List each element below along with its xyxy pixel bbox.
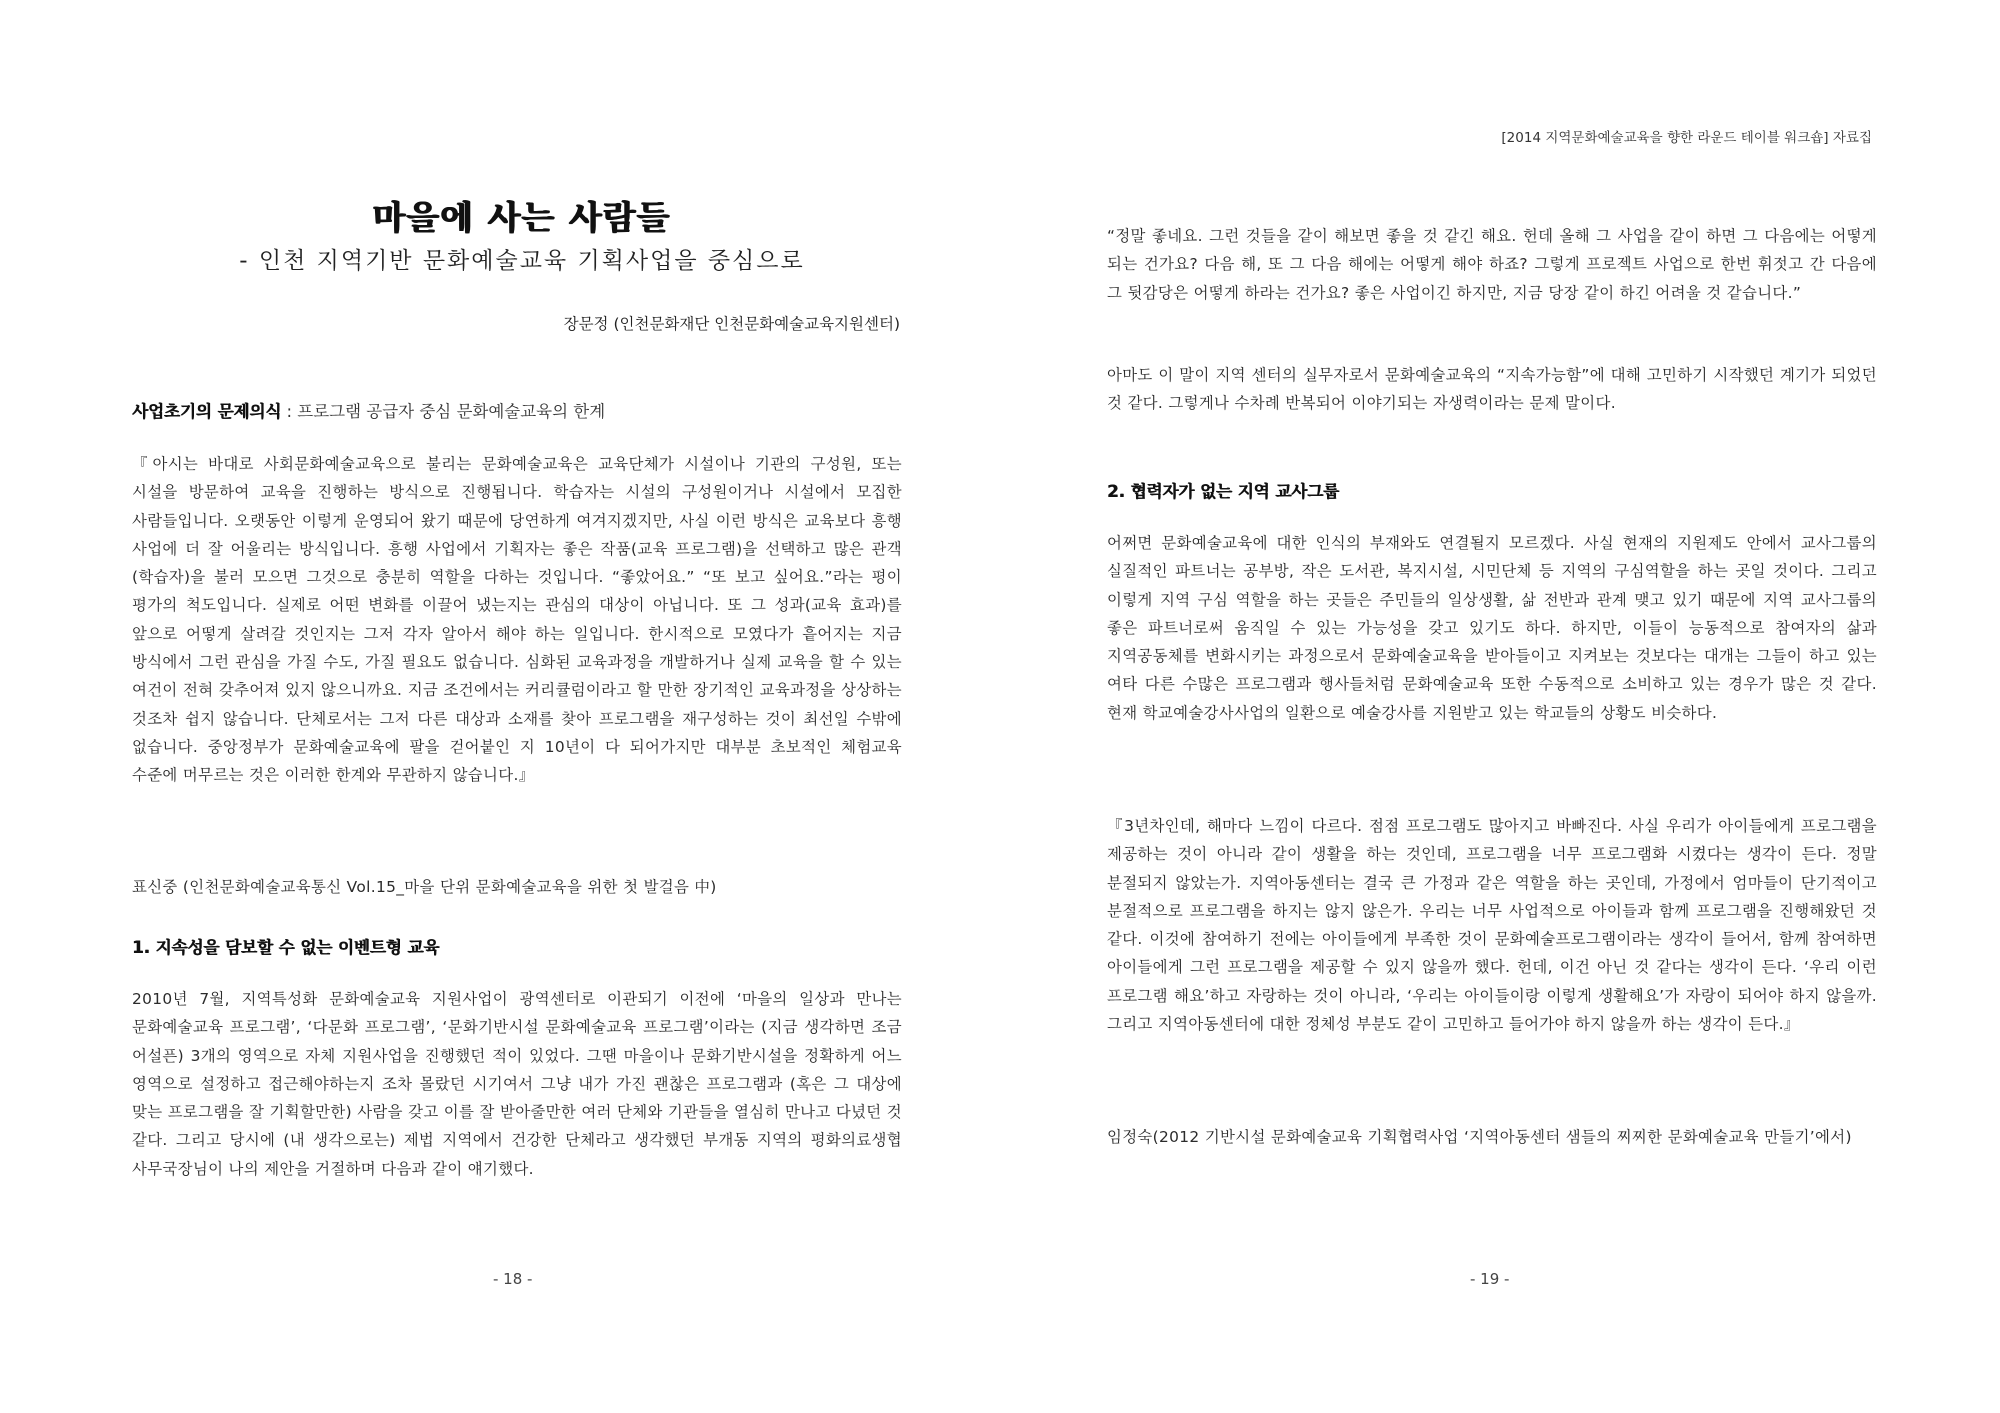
article-title: 마을에 사는 사람들 [372, 198, 671, 237]
quote-paragraph-2: “정말 좋네요. 그런 것들을 같이 해보면 좋을 것 같긴 해요. 헌데 올해 그 사업을 같이 하면 그 다음에는 어떻게 되는 건가요? 다음 해, 또 그 다음 해에는 어떻게 해야 하죠? 그렇게 프로젝트 사업으로 한번 휘젓고 간 다음에 그 뒷감당은 어떻게 하라는 건가요? 좋은 사업이긴 하지만, 지금 당장 같이 하긴 어려울 것 같습니다.” [1107, 227, 1877, 302]
page-number-left: - 18 - [493, 1270, 533, 1288]
author-line: 장문정 (인천문화재단 인천문화예술교육지원센터) [563, 315, 900, 333]
body-paragraph-1: 2010년 7월, 지역특성화 문화예술교육 지원사업이 광역센터로 이관되기 이전에 ‘마을의 일상과 만나는 문화예술교육 프로그램’, ‘다문화 프로그램’, ‘문화기반시설 문화예술교육 프로그램’이라는 (지금 생각하면 조금 어설픈) 3개의 영역으로 자체 지원사업을 진행했던 적이 있었다. 그땐 마을이나 문화기반시설을 정확하게 어느 영역으로 설정하고 접근해야하는지 조차 몰랐던 시기여서 그냥 내가 가진 괜찮은 프로그램과 (혹은 그 대상에 맞는 프로그램을 잘 기획할만한) 사람을 갖고 이를 잘 받아줄만한 여러 단체와 기관들을 열심히 만나고 다녔던 것 같다. 그리고 당시에 (내 생각으로는) 제법 지역에서 건강한 단체라고 생각했던 부개동 지역의 평화의료생협 사무국장님이 나의 제안을 거절하며 다음과 같이 얘기했다. [132, 990, 902, 1178]
section-heading-rest: : 프로그램 공급자 중심 문화예술교육의 한계 [281, 402, 606, 421]
right-page [1000, 0, 2000, 1413]
citation-1: 표신중 (인천문화예술교육통신 Vol.15_마을 단위 문화예술교육을 위한 첫 발걸음 中) [132, 878, 717, 896]
section-heading-1: 1. 지속성을 담보할 수 없는 이벤트형 교육 [132, 938, 440, 957]
section-heading-2: 2. 협력자가 없는 지역 교사그룹 [1107, 482, 1339, 501]
page-number-right: - 19 - [1470, 1270, 1510, 1288]
section-heading-bold: 사업초기의 문제의식 [132, 402, 282, 421]
section-heading-intro [132, 398, 605, 422]
quote-paragraph-1: 『아시는 바대로 사회문화예술교육으로 불리는 문화예술교육은 교육단체가 시설이나 기관의 구성원, 또는 시설을 방문하여 교육을 진행하는 방식으로 진행됩니다. 학습자는 시설의 구성원이거나 시설에서 모집한 사람들입니다. 오랫동안 이렇게 운영되어 왔기 때문에 당연하게 여겨지겠지만, 사실 이런 방식은 교육보다 흥행 사업에 더 잘 어울리는 방식입니다. 흥행 사업에서 기획자는 좋은 작품(교육 프로그램)을 선택하고 많은 관객(학습자)을 불러 모으면 그것으로 충분히 역할을 다하는 것입니다. “좋았어요.” “또 보고 싶어요.”라는 평이 평가의 척도입니다. 실제로 어떤 변화를 이끌어 냈는지는 관심의 대상이 아닙니다. 또 그 성과(교육 효과)를 앞으로 어떻게 살려갈 것인지는 그저 각자 알아서 해야 하는 일입니다. 한시적으로 모였다가 흩어지는 지금 방식에서 그런 관심을 가질 수도, 가질 필요도 없습니다. 심화된 교육과정을 개발하거나 실제 교육을 할 수 있는 여건이 전혀 갖추어져 있지 않으니까요. 지금 조건에서는 커리큘럼이라고 할 만한 장기적인 교육과정을 상상하는 것조차 쉽지 않습니다. 단체로서는 그저 다른 대상과 소재를 찾아 프로그램을 재구성하는 것이 최선일 수밖에 없습니다. 중앙정부가 문화예술교육에 팔을 걷어붙인 지 10년이 다 되어가지만 대부분 초보적인 체험교육 수준에 머무르는 것은 이러한 한계와 무관하지 않습니다.』 [132, 455, 902, 785]
citation-2: 임정숙(2012 기반시설 문화예술교육 기획협력사업 ‘지역아동센터 샘들의 찌찌한 문화예술교육 만들기’에서) [1107, 1128, 1852, 1146]
body-paragraph-3: 어쩌면 문화예술교육에 대한 인식의 부재와도 연결될지 모르겠다. 사실 현재의 지원제도 안에서 교사그룹의 실질적인 파트너는 공부방, 작은 도서관, 복지시설, 시민단체 등 지역의 구심역할을 하는 곳일 것이다. 그리고 이렇게 지역 구심 역할을 하는 곳들은 주민들의 일상생활, 삶 전반과 관계 맺고 있기 때문에 지역 교사그룹의 좋은 파트너로써 움직일 수 있는 가능성을 갖고 있기도 하다. 하지만, 이들이 능동적으로 참여자의 삶과 지역공동체를 변화시키는 과정으로서 문화예술교육을 받아들이고 지켜보는 것보다는 대개는 그들이 하고 있는 여타 다른 수많은 프로그램과 행사들처럼 문화예술교육 또한 수동적으로 소비하고 있는 경우가 많은 것 같다. 현재 학교예술강사사업의 일환으로 예술강사를 지원받고 있는 학교들의 상황도 비슷하다. [1107, 534, 1877, 722]
body-paragraph-2: 아마도 이 말이 지역 센터의 실무자로서 문화예술교육의 “지속가능함”에 대해 고민하기 시작했던 계기가 되었던 것 같다. 그렇게나 수차례 반복되어 이야기되는 자생력이라는 문제 말이다. [1107, 366, 1877, 413]
running-header: [2014 지역문화예술교육을 향한 라운드 테이블 워크숍] 자료집 [1501, 130, 1872, 146]
quote-paragraph-3: 『3년차인데, 해마다 느낌이 다르다. 점점 프로그램도 많아지고 바빠진다. 사실 우리가 아이들에게 프로그램을 제공하는 것이 아니라 같이 생활을 하는 것인데, 프로그램을 너무 프로그램화 시켰다는 생각이 든다. 정말 분절되지 않았는가. 지역아동센터는 결국 큰 가정과 같은 역할을 하는 곳인데, 가정에서 엄마들이 단기적이고 분절적으로 프로그램을 하지는 않지 않은가. 우리는 너무 사업적으로 아이들과 함께 프로그램을 진행해왔던 것 같다. 이것에 참여하기 전에는 아이들에게 부족한 것이 문화예술프로그램이라는 생각이 들어서, 함께 참여하면 아이들에게 그런 프로그램을 제공할 수 있지 않을까 했다. 헌데, 이건 아닌 것 같다는 생각이 든다. ‘우리 이런 프로그램 해요’하고 자랑하는 것이 아니라, ‘우리는 아이들이랑 이렇게 생활해요’가 자랑이 되어야 하지 않을까. 그리고 지역아동센터에 대한 정체성 부분도 같이 고민하고 들어가야 하지 않을까 하는 생각이 든다.』 [1107, 817, 1877, 1034]
article-subtitle: - 인천 지역기반 문화예술교육 기획사업을 중심으로 [239, 248, 805, 274]
